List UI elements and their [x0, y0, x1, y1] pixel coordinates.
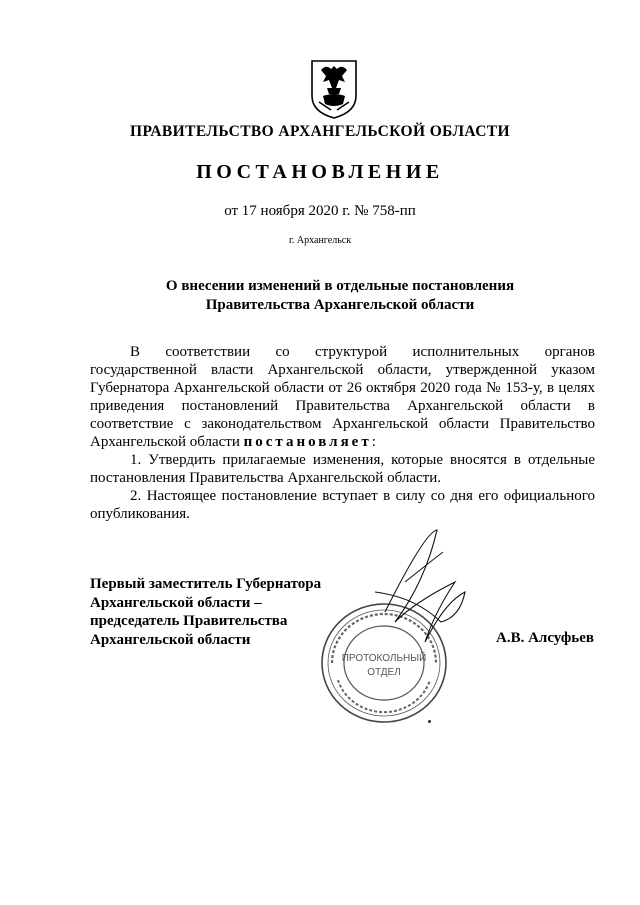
position-line: Архангельской области – [90, 594, 262, 611]
paragraph-item-1: 1. Утвердить прилагаемые изменения, которые вносятся в отдельные постановления Правительства Архангельской области. [90, 452, 595, 486]
decree-keyword: постановляет [243, 434, 372, 450]
mark [428, 720, 431, 723]
coat-of-arms-icon [309, 58, 359, 120]
document-title-line1: О внесении изменений в отдельные постановления [165, 278, 515, 294]
city: г. Архангельск [288, 235, 352, 246]
signatory-name: А.В. Алсуфьев [496, 630, 594, 646]
stamp-line1: ПРОТОКОЛЬНЫЙ [341, 653, 427, 664]
position-line: Первый заместитель Губернатора [90, 576, 322, 592]
document-type: ПОСТАНОВЛЕНИЕ [196, 161, 444, 183]
government-name: ПРАВИТЕЛЬСТВО АРХАНГЕЛЬСКОЙ ОБЛАСТИ [129, 123, 510, 140]
preamble-colon: : [371, 434, 376, 450]
document-title-line2: Правительства Архангельской области [205, 297, 475, 313]
position-line: председатель Правительства [90, 613, 288, 629]
handwritten-signature [355, 522, 475, 652]
stamp-line2: ОТДЕЛ [367, 667, 401, 678]
document-body [90, 343, 595, 523]
date-number: от 17 ноября 2020 г. № 758-пп [224, 203, 416, 219]
paragraph-preamble [90, 343, 595, 451]
paragraph-item-2: 2. Настоящее постановление вступает в силу со дня его официального опубликования. [90, 488, 595, 522]
signatory-position [90, 575, 321, 649]
position-line: Архангельской области [90, 631, 251, 648]
preamble-text: В соответствии со структурой исполнительных органов государственной власти Архангельской области, утвержденной указом Губернатора Архангельской области от 26 октября 2020 года № 153-у, в целях приведения постановлений Правительства Архангельской области в соответствие с законодательством Архангельской области Правительство Архангельской области [90, 344, 595, 450]
